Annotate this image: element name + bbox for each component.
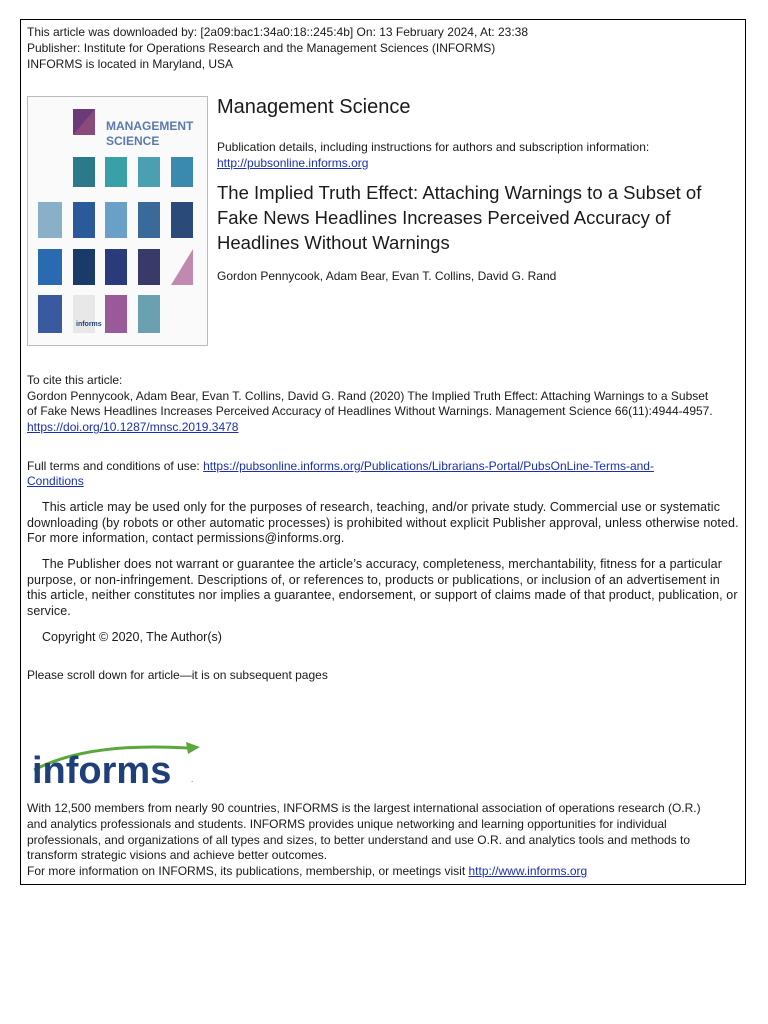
logo-text: informs [32,750,172,788]
terms-link[interactable]: https://pubsonline.informs.org/Publications/Librarians-Portal/PubsOnLine-Terms-and- [203,459,654,473]
citation-line-1: Gordon Pennycook, Adam Bear, Evan T. Collins, David G. Rand (2020) The Implied Truth Effect: Attaching Warnings to a Subset [27,389,709,403]
usage-paragraph: This article may be used only for the purposes of research, teaching, and/or private study. Commercial use or systematic downloading (by robots or other automatic processes) is prohibited without explicit Publisher approval, unless otherwise noted. For more information, contact permissions@informs.org. [27,500,739,545]
article-title: The Implied Truth Effect: Attaching Warnings to a Subset of Fake News Headlines Increases Perceived Accuracy of Headlines Without Warnings [217,182,702,253]
footer-line-5 [27,864,587,879]
journal-name: Management Science [217,96,411,118]
footer-line-4: transform strategic visions and achieve better outcomes. [27,848,328,862]
publication-link[interactable]: http://pubsonline.informs.org [217,156,369,170]
cover-title-line2: SCIENCE [106,134,160,148]
footer-line-3: professionals, and organizations of all types and sizes, to better understand and use O.R. and analytics tools and methods to [27,833,691,847]
publisher-info: Publisher: Institute for Operations Research and the Management Sciences (INFORMS) [27,41,496,55]
terms-link-continued[interactable]: Conditions [27,474,84,488]
publication-details: Publication details, including instructions for authors and subscription information: [217,140,650,154]
terms-line [27,459,654,474]
disclaimer-paragraph: The Publisher does not warrant or guarantee the article’s accuracy, completeness, merchantability, fitness for a particular purpose, or non-infringement. Descriptions of, or references to, products or publications, or inclusion of an advertisement in this article, neither constitutes nor implies a guarantee, endorsement, or support of claims made of that product, publication, or service. [27,557,738,618]
informs-logo [28,740,203,788]
citation-line-2: of Fake News Headlines Increases Perceived Accuracy of Headlines Without Warnings. Management Science 66(11):4944-4957. [27,404,713,418]
download-info: This article was downloaded by: [2a09:bac1:34a0:18::245:4b] On: 13 February 2024, At: 23:38 [27,25,528,39]
journal-cover [27,96,208,346]
terms-label: Full terms and conditions of use: [27,459,204,473]
scroll-note: Please scroll down for article—it is on subsequent pages [27,668,328,682]
informs-website-link[interactable]: http://www.informs.org [468,864,588,878]
doi-link[interactable]: https://doi.org/10.1287/mnsc.2019.3478 [27,420,239,434]
article-authors: Gordon Pennycook, Adam Bear, Evan T. Collins, David G. Rand [217,269,557,283]
copyright: Copyright © 2020, The Author(s) [42,630,222,644]
publisher-location: INFORMS is located in Maryland, USA [27,57,234,71]
cover-brand: informs [76,321,102,328]
cite-label: To cite this article: [27,373,123,387]
footer-text: For more information on INFORMS, its publications, membership, or meetings visit [27,864,469,878]
footer-line-2: and analytics professionals and students. INFORMS provides unique networking and learning opportunities for individual [27,817,667,831]
cover-art [28,97,207,345]
logo-mark: . [191,775,194,784]
cover-title-line1: MANAGEMENT [106,119,194,133]
footer-line-1: With 12,500 members from nearly 90 countries, INFORMS is the largest international association of operations research (O.R.) [27,801,701,815]
